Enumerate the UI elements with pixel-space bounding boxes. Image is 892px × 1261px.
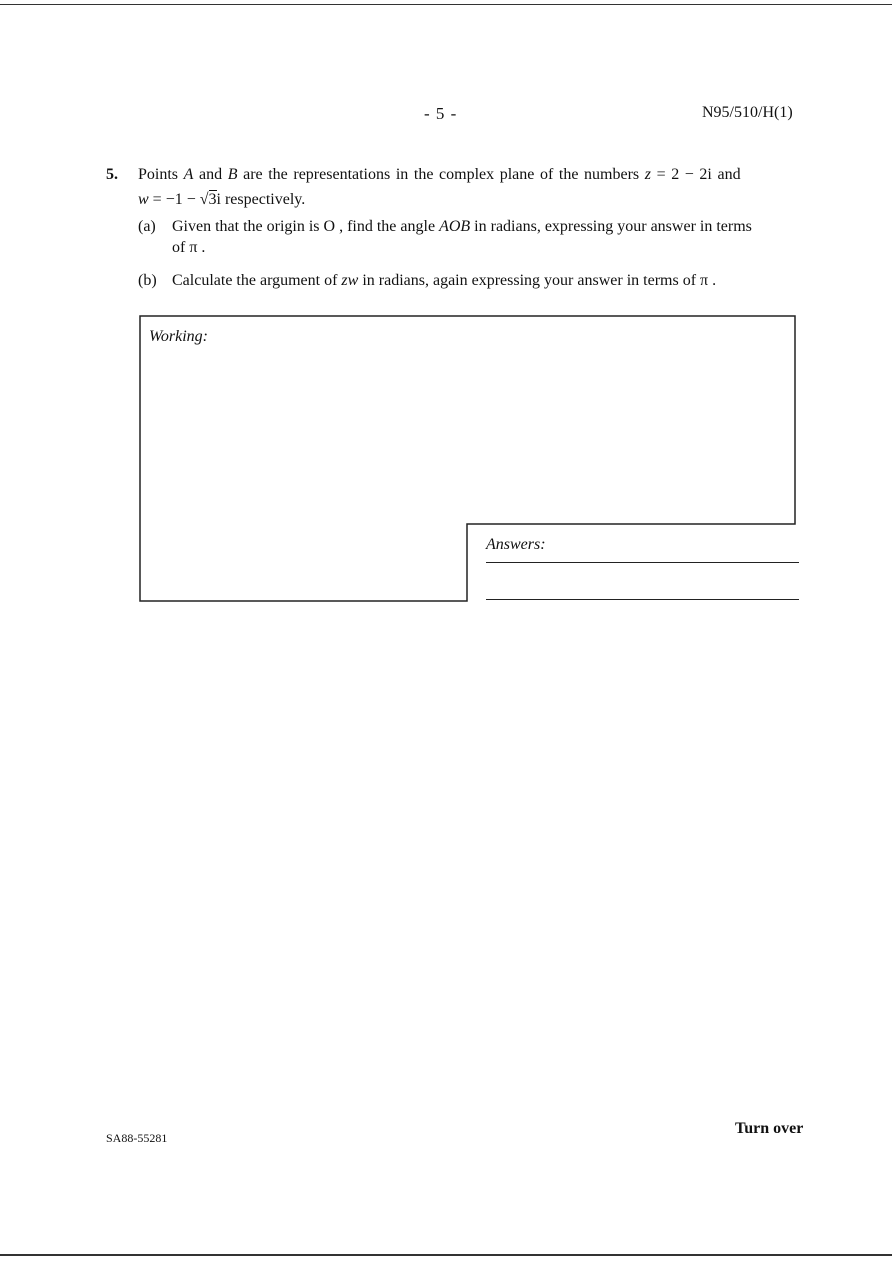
- part-a-label: (a): [138, 218, 156, 235]
- page-number: - 5 -: [424, 104, 458, 123]
- part-a-line-1: (a) Given that the origin is O , find the angle AOB in radians, expressing your answer in terms: [138, 218, 752, 235]
- var-w: w: [138, 191, 149, 208]
- angle-aob: AOB: [439, 218, 471, 235]
- paper-code: N95/510/H(1): [702, 104, 793, 121]
- part-b-line: (b) Calculate the argument of zw in radians, again expressing your answer in terms of π .: [138, 272, 717, 289]
- answer-line-2[interactable]: [486, 599, 799, 600]
- part-a-line-2: of π .: [172, 239, 206, 256]
- point-b: B: [227, 166, 238, 183]
- part-b-label: (b): [138, 272, 157, 289]
- point-a: A: [183, 166, 194, 183]
- question-number: 5.: [106, 166, 118, 183]
- sqrt-arg: 3: [208, 191, 217, 208]
- turn-over-label: Turn over: [735, 1120, 804, 1137]
- answer-line-1[interactable]: [486, 562, 799, 563]
- answers-label: Answers:: [486, 536, 546, 553]
- var-zw: zw: [341, 272, 359, 289]
- page-bottom-edge: [0, 1254, 892, 1256]
- working-label: Working:: [149, 328, 208, 345]
- page-top-edge: [0, 4, 892, 5]
- document-id: SA88-55281: [106, 1131, 168, 1145]
- question-stem-line-2: w = −1 − √3i respectively.: [138, 191, 306, 208]
- question-stem-line-1: Points A and B are the representations in the complex plane of the numbers z = 2 − 2i and: [138, 166, 741, 183]
- var-z: z: [644, 166, 651, 183]
